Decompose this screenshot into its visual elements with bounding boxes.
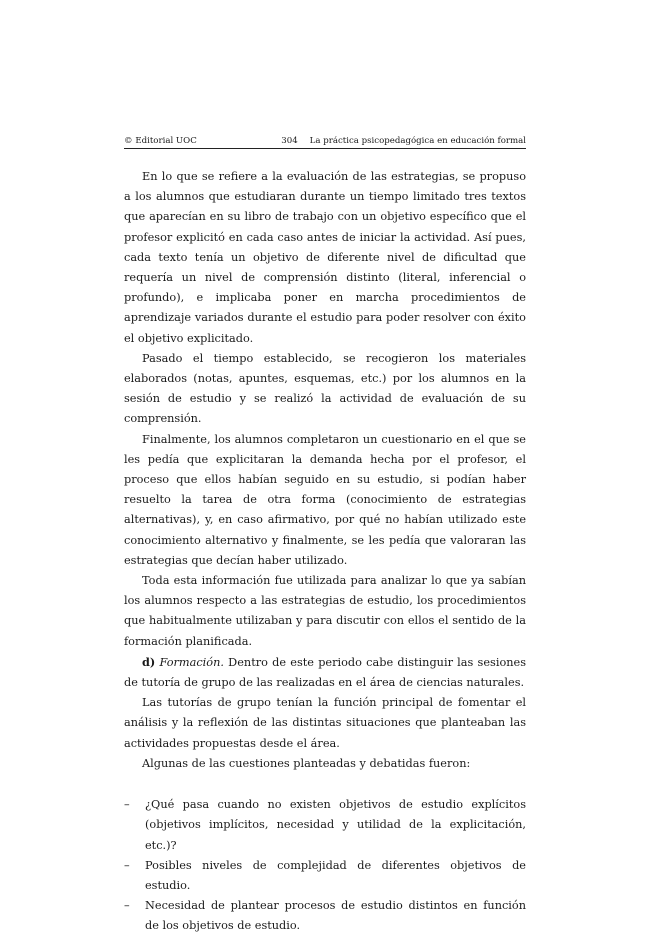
publisher-label: © Editorial UOC — [124, 136, 197, 146]
paragraph: Algunas de las cuestiones planteadas y debatidas fueron: — [142, 756, 471, 770]
section-title: Formación. — [159, 655, 224, 669]
paragraph: En lo que se refiere a la evaluación de las estrategias, se propuso a los alumnos que estudiaran durante un tiempo limitado tres textos que aparecían en su libro de trabajo con un objetivo específico que el profesor explicitó en cada caso antes de iniciar la actividad. Así pues, cada texto tenía un objetivo de diferente nivel de dificultad que requería un nivel de comprensión distinto (literal, inferencial o profundo), e implicaba poner en marcha procedimientos de aprendizaje variados durante el estudio para poder resolver con éxito el objetivo explicitado. — [124, 170, 526, 345]
header-right — [281, 134, 526, 148]
section-d-paragraph — [124, 652, 526, 693]
page-number: 304 — [281, 136, 298, 146]
list-dash: – — [124, 899, 130, 913]
question-list — [124, 795, 526, 936]
list-dash: – — [124, 858, 130, 872]
list-item-text: ¿Qué pasa cuando no existen objetivos de estudio explícitos (objetivos implícitos, necesidad y utilidad de la explicitación, etc.)? — [145, 798, 526, 852]
paragraph: Las tutorías de grupo tenían la función principal de fomentar el análisis y la reflexión de las distintas situaciones que planteaban las actividades propuestas desde el área. — [124, 696, 526, 750]
list-item-text: Posibles niveles de complejidad de diferentes objetivos de estudio. — [145, 858, 526, 892]
body-text — [124, 167, 526, 774]
paragraph: Finalmente, los alumnos completaron un cuestionario en el que se les pedía que explicitaran la demanda hecha por el profesor, el proceso que ellos habían seguido en su estudio, si podían haber resuelto la tarea de otra forma (conocimiento de estrategias alternativas), y, en caso afirmativo, por qué no habían utilizado este conocimiento alternativo y finalmente, se les pedía que valoraran las estrategias que decían haber utilizado. — [124, 432, 526, 567]
section-text: Dentro de este periodo cabe distinguir las sesiones de tutoría de grupo de las realizadas en el área de ciencias naturales. — [124, 655, 526, 690]
paragraph: Pasado el tiempo establecido, se recogieron los materiales elaborados (notas, apuntes, esquemas, etc.) por los alumnos en la sesión de estudio y se realizó la actividad de evaluación de su comprensión. — [124, 351, 526, 426]
list-item-text: Necesidad de plantear procesos de estudio distintos en función de los objetivos de estudio. — [145, 899, 526, 933]
running-header — [124, 134, 526, 149]
list-item — [124, 896, 526, 936]
list-item — [124, 795, 526, 856]
book-page — [124, 134, 526, 937]
list-dash: – — [124, 798, 130, 812]
list-item — [124, 856, 526, 896]
paragraph: Toda esta información fue utilizada para analizar lo que ya sabían los alumnos respecto a las estrategias de estudio, los procedimientos que habitualmente utilizaban y para discutir con ellos el sentido de la formación planificada. — [124, 574, 526, 648]
running-title: La práctica psicopedagógica en educación formal — [309, 136, 526, 146]
section-label: d) — [142, 654, 156, 669]
